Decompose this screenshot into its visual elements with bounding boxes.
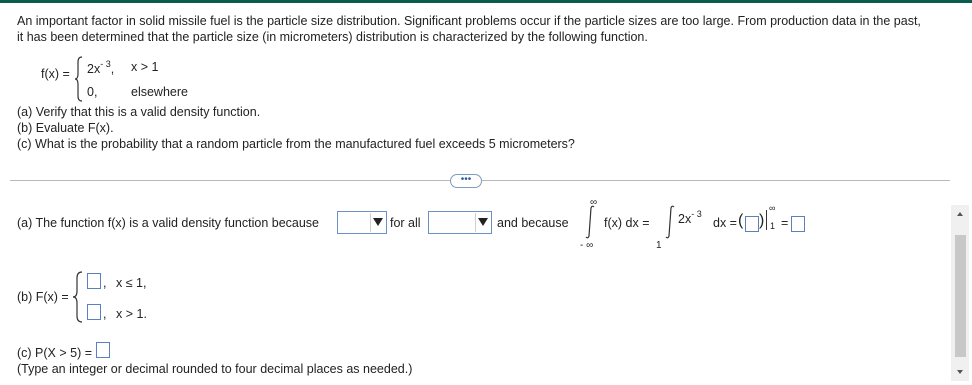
integral-2-dx-equals: dx = [713, 216, 737, 230]
piecewise-brace-icon [74, 56, 84, 102]
integrand-base: 2x [678, 212, 692, 226]
integral-result-input[interactable] [791, 216, 805, 232]
evaluation-lower: 1 [770, 221, 776, 231]
case1-condition: x > 1 [131, 60, 159, 74]
answer-a-for-all: for all [390, 216, 421, 230]
question-parts [17, 104, 575, 152]
antiderivative-input[interactable] [745, 216, 759, 232]
integral-fx-dx: f(x) dx = [604, 216, 650, 230]
integrand-exponent: - 3 [691, 209, 702, 219]
evaluation-bar [766, 210, 767, 230]
vertical-scrollbar[interactable] [951, 205, 969, 381]
fx-case1-input[interactable] [87, 273, 101, 289]
intro-line-2: it has been determined that the particle size (in micrometers) distribution is characterized by the following function. [17, 30, 648, 44]
scrollbar-thumb[interactable] [955, 235, 966, 357]
top-accent-bar [0, 0, 972, 3]
case2-expression: 0, [87, 85, 98, 99]
case1-exponent: - 3 [100, 59, 111, 69]
intro-line-1: An important factor in solid missile fuel is the particle size distribution. Significant problems occur if the particle sizes are too large. From production data in the past, [17, 14, 921, 28]
scroll-up-arrow-icon[interactable] [955, 209, 965, 219]
part-a-text: (a) Verify that this is a valid density function. [17, 105, 261, 119]
probability-input[interactable] [96, 342, 110, 358]
evaluation-equals: = [781, 216, 789, 230]
case2-condition: elsewhere [131, 85, 188, 99]
case1-comma: , [110, 62, 115, 76]
integral-2-integrand [678, 209, 702, 226]
dropdown-arrow-icon [475, 213, 490, 232]
answer-a-dropdown-1[interactable] [337, 211, 387, 234]
integral-lower-limit: - ∞ [580, 240, 594, 251]
answer-a-and-because: and because [497, 216, 569, 230]
dropdown-arrow-icon [370, 213, 385, 232]
case2-comma: , [103, 307, 107, 321]
answer-b-cond1: x ≤ 1, [116, 276, 147, 290]
case1-base: 2x [87, 62, 101, 76]
answer-a-prefix: (a) The function f(x) is a valid density function because [17, 216, 320, 230]
part-b-text: (b) Evaluate F(x). [17, 121, 114, 135]
question-intro [17, 13, 921, 45]
scroll-down-arrow-icon[interactable] [955, 367, 965, 377]
answer-b-cond2: x > 1. [116, 307, 147, 321]
part-c-text: (c) What is the probability that a random particle from the manufactured fuel exceeds 5 micrometers? [17, 137, 575, 151]
right-paren-icon: ) [759, 212, 765, 229]
answer-a-dropdown-2[interactable] [428, 211, 492, 234]
expand-ellipsis-button[interactable]: ••• [450, 174, 482, 188]
evaluation-upper: ∞ [769, 203, 776, 213]
fx-case2-input[interactable] [87, 304, 101, 320]
fx-label: f(x) = [41, 67, 70, 81]
integral-sign-icon [584, 205, 596, 239]
answer-c-note: (Type an integer or decimal rounded to four decimal places as needed.) [17, 362, 413, 376]
integral-2-lower-limit: 1 [656, 240, 662, 251]
case1-expression [87, 59, 115, 76]
integral-upper-limit: ∞ [590, 197, 598, 208]
answer-c-label: (c) P(X > 5) = [17, 346, 93, 360]
answer-b-brace-icon [72, 271, 84, 323]
integral-sign-2-icon [664, 205, 676, 239]
answer-b-label: (b) F(x) = [17, 290, 69, 304]
left-paren-icon: ( [738, 212, 744, 229]
case1-comma: , [103, 276, 107, 290]
